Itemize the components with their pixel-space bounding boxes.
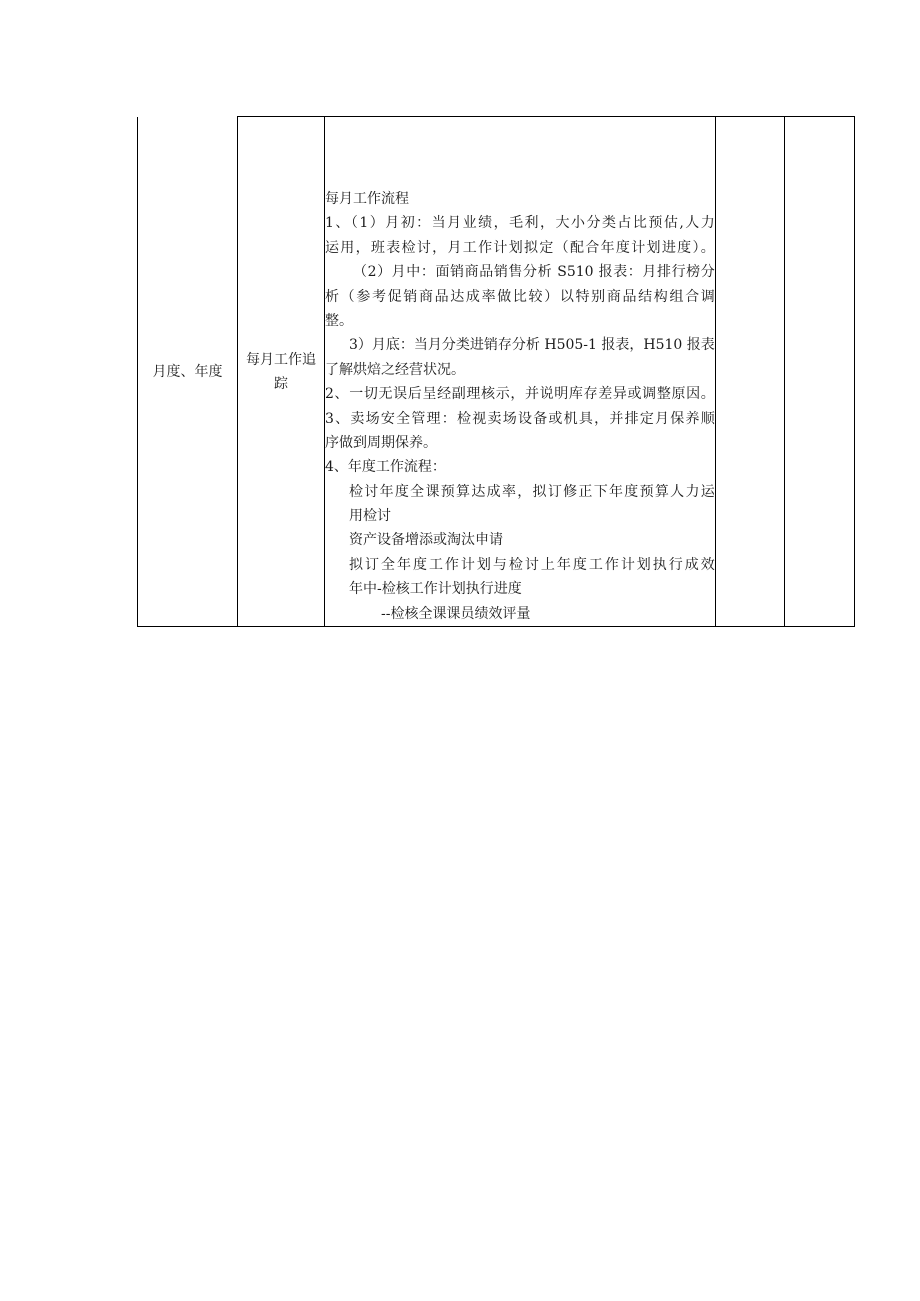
content-line: 检讨年度全课预算达成率，拟订修正下年度预算人力运 (349, 483, 715, 500)
content-line: 拟订全年度工作计划与检讨上年度工作计划执行成效 (349, 556, 715, 573)
content-line: 2、一切无误后呈经副理核示，并说明库存差异或调整原因。 (325, 386, 715, 403)
content-line: 年中-检核工作计划执行进度 (349, 581, 522, 598)
content-line: 3）月底：当月分类进销存分析 H505-1 报表，H510 报表 (349, 337, 715, 354)
content-line: 析（参考促销商品达成率做比较）以特别商品结构组合调 (325, 288, 715, 305)
table-row (138, 117, 855, 627)
content-line: 序做到周期保养。 (325, 434, 437, 451)
period-cell: 月度、年度 (138, 117, 238, 627)
content-line: 了解烘焙之经营状况。 (325, 361, 465, 378)
content-line: 1、（1）月初：当月业绩，毛利，大小分类占比预估,人力 (325, 215, 715, 232)
content-line: 用检讨 (349, 508, 391, 525)
content-line: --检核全课课员绩效评量 (381, 605, 531, 622)
content-line: 3、卖场安全管理：检视卖场设备或机具，并排定月保养顺 (325, 410, 715, 427)
content-cell (325, 117, 716, 627)
work-schedule-table (137, 116, 855, 627)
empty-cell (715, 117, 784, 627)
content-line: （2）月中：面销商品销售分析 S510 报表：月排行榜分 (353, 264, 715, 281)
content-text (325, 117, 715, 626)
content-line: 4、年度工作流程： (325, 459, 446, 476)
empty-cell (784, 117, 854, 627)
item-cell: 每月工作追踪 (238, 117, 325, 627)
content-line: 资产设备增添或淘汰申请 (349, 532, 503, 549)
content-line: 整。 (325, 312, 353, 329)
content-line: 运用，班表检讨，月工作计划拟定（配合年度计划进度）。 (325, 239, 715, 256)
content-line: 每月工作流程 (325, 191, 409, 207)
